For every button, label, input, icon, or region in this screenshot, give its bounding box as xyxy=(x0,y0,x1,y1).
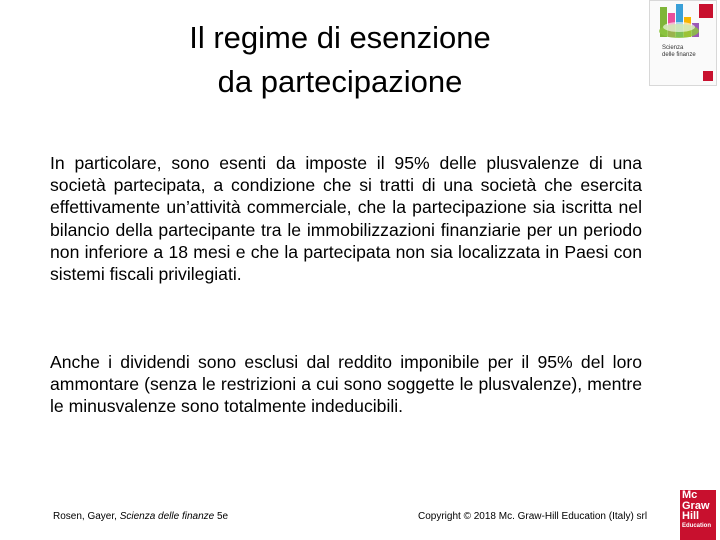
paragraph-plusvalenze: In particolare, sono esenti da imposte il 95% delle plusvalenze di una società partecipata, a condizione che si tratti di una società che esercita effettivamente un’attività commerciale, che la partecipazione sia iscritta nel bilancio della partecipante tra le immobilizzazioni finanziarie per un periodo non inferiore a 18 mesi e che la partecipata non sia localizzata in Paesi con sistemi fiscali privilegiati. xyxy=(50,153,642,285)
book-cover-title-line1: Scienza xyxy=(662,45,684,51)
book-cover-thumbnail xyxy=(649,0,717,86)
mcgraw-hill-logo-icon xyxy=(680,490,716,540)
footer-copyright: Copyright © 2018 Mc. Graw-Hill Education (Italy) srl xyxy=(418,511,648,522)
book-cover-title xyxy=(662,45,696,59)
logo-line2: Graw xyxy=(682,499,710,512)
book-cover-title-line2: delle finanze xyxy=(662,52,696,58)
slide-title xyxy=(80,16,600,104)
paragraph-dividendi: Anche i dividendi sono esclusi dal reddito imponibile per il 95% del loro ammontare (senza le restrizioni a cui sono soggette le plusvalenze), mentre le minusvalenze sono totalmente indeducibili. xyxy=(50,352,642,417)
slide-title-line2: da partecipazione xyxy=(217,64,463,99)
footer-book-title: Scienza delle finanze xyxy=(119,511,215,522)
footer-citation xyxy=(53,511,228,522)
footer-edition: 5e xyxy=(214,511,229,522)
logo-line1: Mc xyxy=(682,490,698,501)
logo-line4: Education xyxy=(682,522,712,529)
footer-authors: Rosen, Gayer, xyxy=(53,511,120,522)
book-cover-publisher-icon xyxy=(703,71,713,81)
book-edition-badge xyxy=(699,4,713,18)
logo-line3: Hill xyxy=(682,510,700,522)
slide-title-line1: Il regime di esenzione xyxy=(189,20,491,55)
